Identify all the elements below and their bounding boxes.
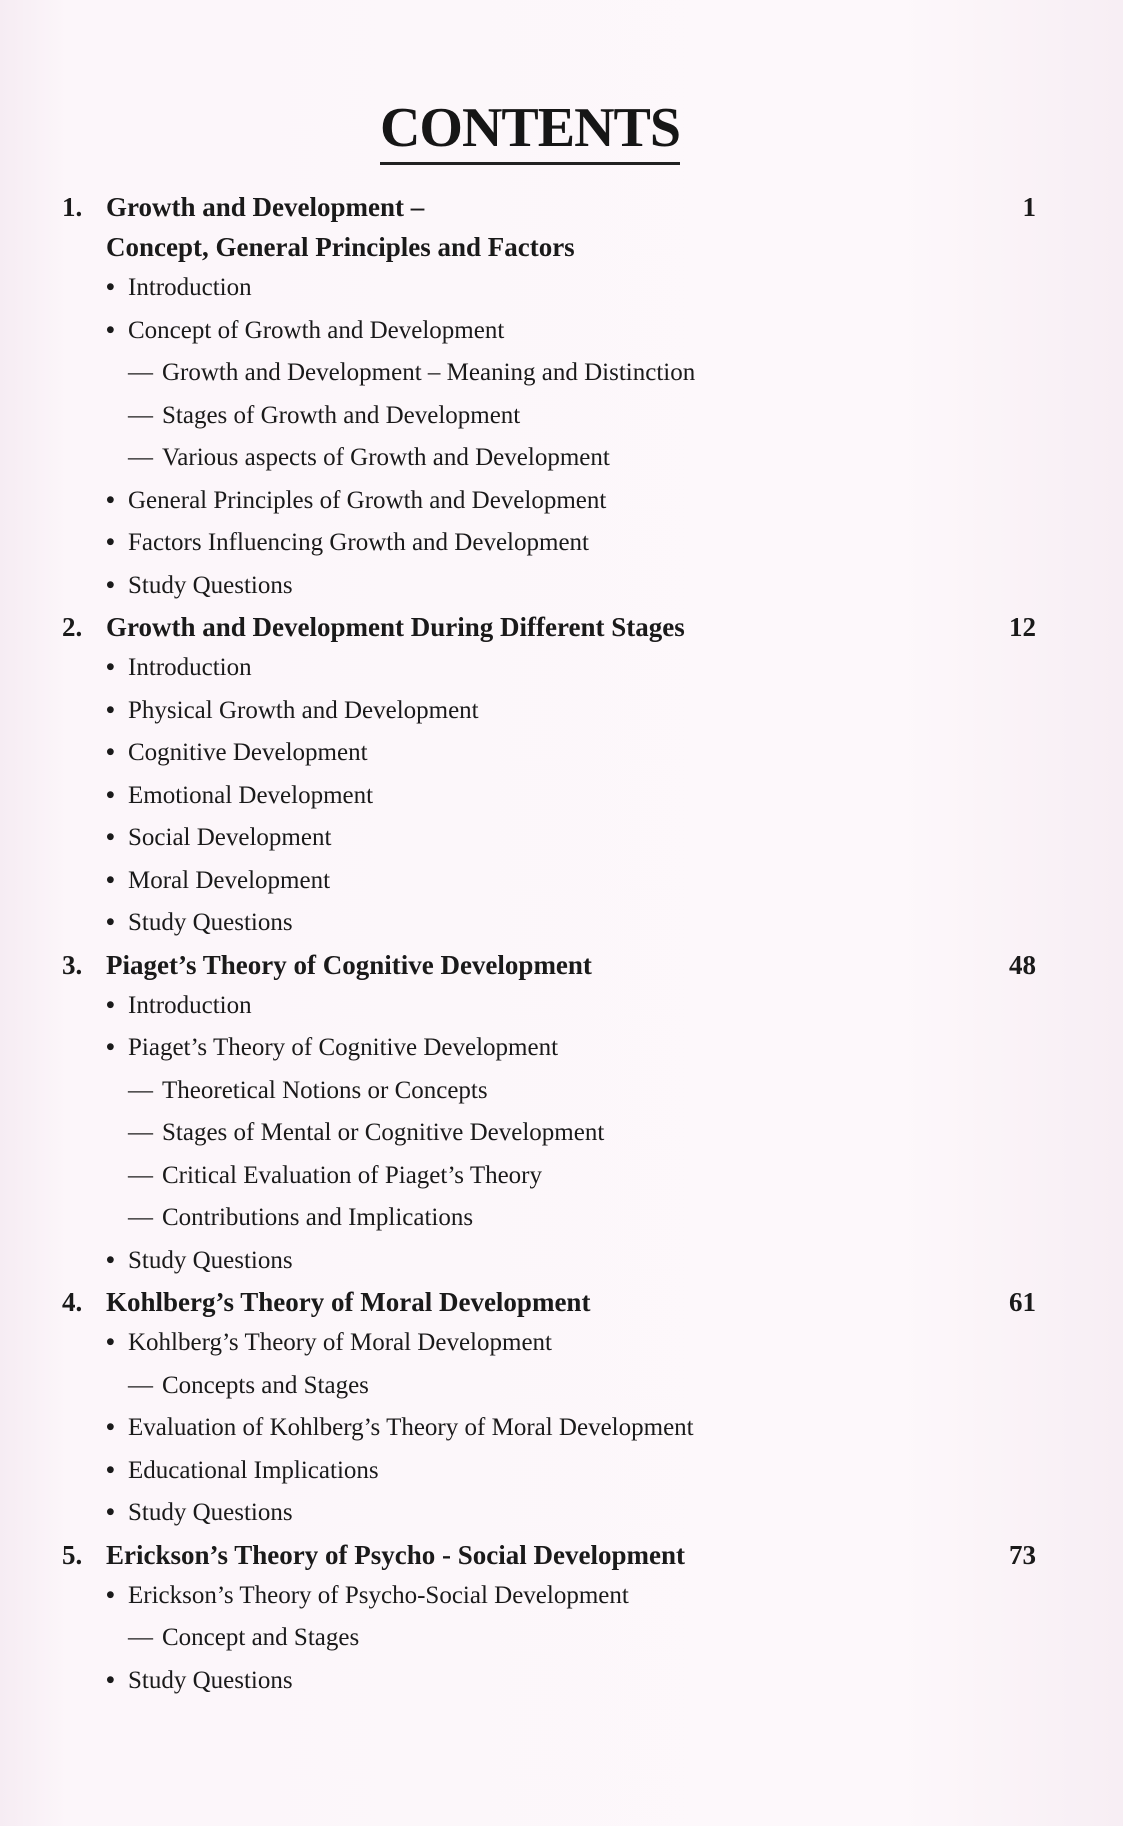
- toc-entry-text: Emotional Development: [128, 781, 374, 809]
- toc-entry-text: Piaget’s Theory of Cognitive Development: [128, 1034, 559, 1061]
- toc-entry-text: Factors Influencing Growth and Development: [128, 529, 589, 556]
- bullet-icon: •: [106, 1499, 115, 1526]
- chapter-page-number: 61: [1009, 1287, 1036, 1317]
- dash-icon: —: [128, 444, 153, 471]
- chapter-title: [62, 607, 1062, 647]
- toc-item: [62, 647, 1062, 690]
- chapter-page-number: 48: [1009, 949, 1036, 980]
- toc-subitem: [62, 1155, 1062, 1198]
- dash-icon: —: [128, 401, 153, 429]
- dash-icon: —: [128, 1204, 153, 1231]
- toc-item: [62, 480, 1062, 523]
- chapter-title-line1: Growth and Development During Different Stages: [106, 612, 685, 642]
- toc-subitem: [62, 1365, 1062, 1408]
- toc-entry-text: Study Questions: [128, 1246, 293, 1274]
- bullet-icon: •: [106, 1456, 115, 1484]
- bullet-icon: •: [106, 1581, 115, 1609]
- toc-entry-text: Critical Evaluation of Piaget’s Theory: [162, 1161, 543, 1189]
- toc-entry-text: Introduction: [128, 274, 252, 301]
- bullet-icon: •: [106, 316, 115, 344]
- chapter-number: 3.: [62, 949, 83, 980]
- toc-item: [62, 1240, 1062, 1283]
- toc-item: [62, 902, 1062, 945]
- toc-item: [62, 310, 1062, 353]
- toc-entry-text: Introduction: [128, 991, 252, 1019]
- chapter-page-number: 1: [1022, 192, 1036, 222]
- toc-item: [62, 775, 1062, 818]
- bullet-icon: •: [106, 529, 115, 556]
- toc-entry-text: Study Questions: [128, 909, 293, 936]
- toc-entry-text: Study Questions: [128, 1666, 293, 1694]
- toc-entry-text: Stages of Growth and Development: [162, 401, 521, 429]
- toc-entry-text: Contributions and Implications: [162, 1204, 474, 1231]
- chapter-3: [62, 945, 1062, 1283]
- bullet-icon: •: [106, 824, 115, 851]
- toc-item: [62, 732, 1062, 775]
- toc-item: [62, 1492, 1062, 1535]
- contents-heading: [0, 96, 1060, 165]
- toc-subitem: [62, 1197, 1062, 1240]
- bullet-icon: •: [106, 991, 115, 1019]
- chapter-number: 2.: [62, 612, 83, 642]
- bullet-icon: •: [106, 486, 115, 514]
- bullet-icon: •: [106, 1246, 115, 1274]
- bullet-icon: •: [106, 1414, 115, 1441]
- bullet-icon: •: [106, 781, 115, 809]
- chapter-title-line2: Concept, General Principles and Factors: [106, 232, 575, 262]
- chapter-page-number: 12: [1009, 612, 1036, 642]
- table-of-contents: [62, 187, 1062, 1702]
- bullet-icon: •: [106, 909, 115, 936]
- bullet-icon: •: [106, 696, 115, 724]
- toc-entry-text: Study Questions: [128, 571, 293, 599]
- toc-subitem: [62, 1070, 1062, 1113]
- toc-item: [62, 860, 1062, 903]
- chapter-title-line1: Kohlberg’s Theory of Moral Development: [106, 1287, 591, 1317]
- chapter-5: [62, 1535, 1062, 1703]
- toc-entry-text: Growth and Development – Meaning and Distinction: [162, 359, 696, 386]
- toc-entry-text: Educational Implications: [128, 1456, 379, 1484]
- toc-item: [62, 1660, 1062, 1703]
- chapter-title-line1: Growth and Development –: [106, 192, 425, 222]
- toc-item: [62, 267, 1062, 310]
- toc-item: [62, 1027, 1062, 1070]
- bullet-icon: •: [106, 1666, 115, 1694]
- toc-item: [62, 1575, 1062, 1618]
- chapter-title-line1: Piaget’s Theory of Cognitive Development: [106, 949, 592, 980]
- toc-subitem: [62, 1112, 1062, 1155]
- toc-entry-text: Stages of Mental or Cognitive Development: [162, 1119, 605, 1146]
- bullet-icon: •: [106, 866, 115, 894]
- bullet-icon: •: [106, 654, 115, 681]
- dash-icon: —: [128, 1076, 153, 1104]
- chapter-4: [62, 1282, 1062, 1535]
- toc-item: [62, 985, 1062, 1028]
- bullet-icon: •: [106, 274, 115, 301]
- toc-subitem: [62, 395, 1062, 438]
- toc-subitem: [62, 437, 1062, 480]
- bullet-icon: •: [106, 739, 115, 766]
- toc-item: [62, 690, 1062, 733]
- bullet-icon: •: [106, 1329, 115, 1356]
- toc-item: [62, 565, 1062, 608]
- toc-item: [62, 1450, 1062, 1493]
- chapter-title: [62, 1282, 1062, 1322]
- toc-entry-text: Erickson’s Theory of Psycho-Social Development: [128, 1581, 629, 1609]
- chapter-title: [62, 187, 1062, 267]
- contents-heading-text: CONTENTS: [380, 99, 680, 165]
- toc-subitem: [62, 1617, 1062, 1660]
- toc-entry-text: Physical Growth and Development: [128, 696, 479, 724]
- toc-entry-text: Theoretical Notions or Concepts: [162, 1076, 488, 1104]
- chapter-2: [62, 607, 1062, 945]
- toc-entry-text: Evaluation of Kohlberg’s Theory of Moral Development: [128, 1414, 694, 1441]
- chapter-number: 1.: [62, 192, 83, 222]
- toc-entry-text: Concept and Stages: [162, 1624, 360, 1651]
- chapter-number: 5.: [62, 1539, 83, 1570]
- dash-icon: —: [128, 1161, 153, 1189]
- chapter-title-line1: Erickson’s Theory of Psycho - Social Development: [106, 1539, 685, 1570]
- toc-entry-text: Concepts and Stages: [162, 1371, 369, 1399]
- toc-entry-text: Kohlberg’s Theory of Moral Development: [128, 1329, 552, 1356]
- chapter-title: [62, 1535, 1062, 1575]
- toc-entry-text: Concept of Growth and Development: [128, 316, 505, 344]
- dash-icon: —: [128, 1119, 153, 1146]
- chapter-page-number: 73: [1009, 1539, 1036, 1570]
- chapter-number: 4.: [62, 1287, 83, 1317]
- dash-icon: —: [128, 1624, 153, 1651]
- toc-entry-text: Study Questions: [128, 1499, 293, 1526]
- toc-item: [62, 817, 1062, 860]
- toc-entry-text: Social Development: [128, 824, 332, 851]
- toc-item: [62, 522, 1062, 565]
- toc-entry-text: General Principles of Growth and Development: [128, 486, 607, 514]
- toc-entry-text: Introduction: [128, 654, 252, 681]
- bullet-icon: •: [106, 1034, 115, 1061]
- toc-entry-text: Cognitive Development: [128, 739, 368, 766]
- toc-item: [62, 1322, 1062, 1365]
- dash-icon: —: [128, 359, 153, 386]
- toc-item: [62, 1407, 1062, 1450]
- bullet-icon: •: [106, 571, 115, 599]
- toc-subitem: [62, 352, 1062, 395]
- chapter-title: [62, 945, 1062, 985]
- toc-entry-text: Various aspects of Growth and Development: [162, 444, 610, 471]
- dash-icon: —: [128, 1371, 153, 1399]
- toc-entry-text: Moral Development: [128, 866, 331, 894]
- chapter-1: [62, 187, 1062, 607]
